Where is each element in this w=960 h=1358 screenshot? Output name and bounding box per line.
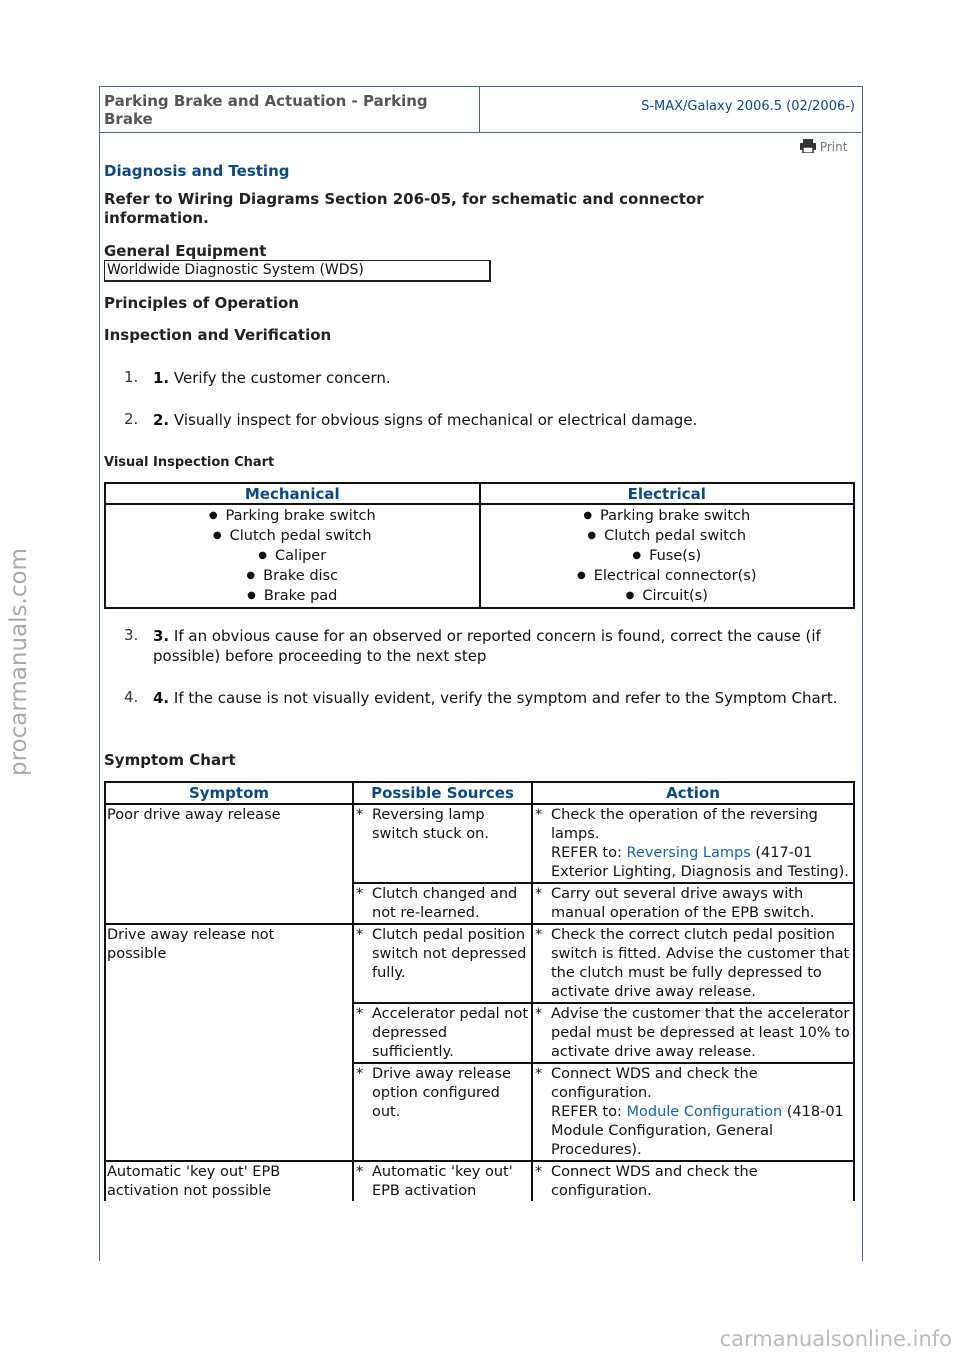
action-cell: * Advise the customer that the accelerator pedal must be depressed at least 10% to activate drive away release. — [532, 1003, 854, 1063]
step-text: Verify the customer concern. — [173, 369, 391, 387]
table-row — [105, 924, 854, 1003]
action-cell: * Connect WDS and check the configuration. — [532, 1161, 854, 1201]
action-cell: * Connect WDS and check the configuration. REFER to: Module Configuration (418-01 Module Configuration, General Procedures). — [532, 1063, 854, 1161]
column-header-electrical: Electrical — [480, 483, 855, 504]
electrical-list-cell — [480, 504, 855, 608]
watermark-carmanualsonline: carmanualsonline.info — [719, 1327, 952, 1351]
print-link[interactable] — [800, 139, 847, 154]
list-item: ● Clutch pedal switch — [481, 527, 854, 547]
list-item: ● Parking brake switch — [106, 507, 479, 527]
list-item: ● Brake disc — [106, 567, 479, 587]
step-text: If the cause is not visually evident, verify the symptom and refer to the Symptom Chart. — [173, 689, 838, 707]
document-title: Parking Brake and Actuation - Parking Brake — [104, 92, 428, 128]
list-item: ● Parking brake switch — [481, 507, 854, 527]
equipment-item: Worldwide Diagnostic System (WDS) — [104, 260, 491, 282]
list-item: ● Fuse(s) — [481, 547, 854, 567]
symptom-table — [104, 781, 855, 1201]
column-header-symptom: Symptom — [105, 782, 353, 804]
principles-heading: Principles of Operation — [104, 294, 299, 312]
step-text: Visually inspect for obvious signs of mechanical or electrical damage. — [173, 411, 698, 429]
symptom-cell: Drive away release not possible — [105, 924, 353, 1161]
header-divider — [479, 86, 480, 133]
list-item: ● Electrical connector(s) — [481, 567, 854, 587]
vehicle-model: S-MAX/Galaxy 2006.5 (02/2006-) — [641, 99, 855, 114]
document-header — [99, 86, 861, 133]
source-cell: * Clutch changed and not re-learned. — [353, 883, 532, 924]
column-header-action: Action — [532, 782, 854, 804]
wiring-reference-note: Refer to Wiring Diagrams Section 206-05, for schematic and connector information. — [104, 190, 704, 227]
inspection-heading: Inspection and Verification — [104, 326, 332, 344]
list-item: ● Clutch pedal switch — [106, 527, 479, 547]
table-row — [105, 804, 854, 883]
action-cell: * Check the operation of the reversing lamps. REFER to: Reversing Lamps (417-01 Exterior Lighting, Diagnosis and Testing). — [532, 804, 854, 883]
printer-icon — [800, 140, 820, 154]
table-row — [105, 1161, 854, 1201]
step-text: If an obvious cause for an observed or reported concern is found, correct the cause (if possible) before proceeding to the next step — [153, 627, 821, 665]
visual-inspection-table — [104, 482, 855, 609]
source-cell: * Automatic 'key out' EPB activation — [353, 1161, 532, 1201]
mechanical-list-cell — [105, 504, 480, 608]
symptom-cell: Automatic 'key out' EPB activation not possible — [105, 1161, 353, 1201]
visual-chart-title: Visual Inspection Chart — [104, 455, 275, 470]
section-title: Diagnosis and Testing — [104, 162, 290, 180]
column-header-mechanical: Mechanical — [105, 483, 480, 504]
print-label: Print — [819, 140, 848, 154]
symptom-cell: Poor drive away release — [105, 804, 353, 924]
source-cell: * Accelerator pedal not depressed sufficiently. — [353, 1003, 532, 1063]
source-cell: * Drive away release option configured out. — [353, 1063, 532, 1161]
step-number: 4. — [124, 688, 139, 706]
general-equipment-heading: General Equipment — [104, 242, 267, 260]
symptom-chart-title: Symptom Chart — [104, 751, 236, 769]
action-cell: * Check the correct clutch pedal position switch is fitted. Advise the customer that the clutch must be fully depressed to activate drive away release. — [532, 924, 854, 1003]
step-number: 1. — [124, 368, 139, 386]
action-cell: * Carry out several drive aways with manual operation of the EPB switch. — [532, 883, 854, 924]
step-number: 3. — [124, 626, 139, 644]
watermark-procarmanuals: procarmanuals.com — [6, 548, 32, 776]
list-item: ● Brake pad — [106, 587, 479, 607]
reversing-lamps-link[interactable]: Reversing Lamps — [626, 845, 751, 861]
list-item: ● Caliper — [106, 547, 479, 567]
source-cell: * Clutch pedal position switch not depressed fully. — [353, 924, 532, 1003]
module-configuration-link[interactable]: Module Configuration — [626, 1104, 783, 1120]
source-cell: * Reversing lamp switch stuck on. — [353, 804, 532, 883]
list-item: ● Circuit(s) — [481, 587, 854, 607]
step-number: 2. — [124, 410, 139, 428]
column-header-sources: Possible Sources — [353, 782, 532, 804]
